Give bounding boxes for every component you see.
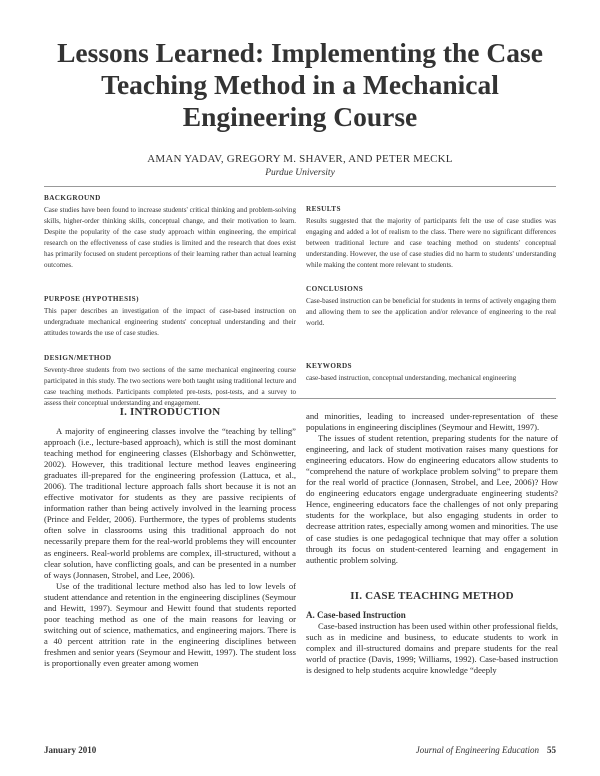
abstract-text: Case studies have been found to increase students' critical thinking and problem-solving skills, higher-order thinking skills, conceptual change, and their motivation to learn. Despite the popularity of the case study approach within engineering, the empirical research on the effectiveness of case studies is limited and the research that does exist has primarily focused on student perceptions of their learning rather than actual learning outcomes. (44, 206, 296, 269)
abstract-background (44, 194, 296, 270)
header-rule (44, 186, 556, 187)
paragraph: The issues of student retention, preparing students for the nature of engineering, and lack of student motivation raises many questions for engineering educators. How do engineering educators allow students to “comprehend the nature of workplace problem solving” to prepare them for the real world of practice (Jonnasen, Strobel, and Lee, 2006)? How do engineering educators engage undergraduate engineering students? Hence, engineering educators face the challenges of not only preparing students for the workplace, but also engaging students in order to decrease attrition rates, especially among women and minorities. The use of case studies is one pedagogical technique that may offer a solution through its focus on student-centered learning and engagement in authentic problem solving. (306, 433, 558, 565)
section-heading: I. INTRODUCTION (119, 406, 221, 418)
affiliation: Purdue University (265, 168, 335, 178)
body-column-left (44, 404, 296, 669)
abstract-text: This paper describes an investigation of the impact of case-based instruction on undergraduate mechanical engineering students' conceptual understanding and their attitudes towards the use of case studies. (44, 307, 296, 337)
abstract-heading: RESULTS (306, 205, 341, 213)
abstract-keywords (306, 362, 556, 384)
abstract-text: Results suggested that the majority of participants felt the use of case studies was engaging and added a lot of realism to the class. There were no significant differences between traditional lecture and case teaching method on students' conceptual understanding. However, the use of case studies did no harm to students' understanding while making the content more relevant to students. (306, 217, 556, 269)
author-list: AMAN YADAV, GREGORY M. SHAVER, AND PETER MECKL (147, 153, 453, 165)
abstract-conclusions (306, 285, 556, 329)
abstract-heading: BACKGROUND (44, 194, 101, 202)
abstract-rule (44, 398, 556, 399)
paper-title: Lessons Learned: Implementing the Case Teaching Method in a Mechanical Engineering Course (57, 37, 543, 132)
page-number: 55 (547, 745, 556, 755)
abstract-purpose (44, 295, 296, 339)
abstract-text: case-based instruction, conceptual understanding, mechanical engineering (306, 374, 517, 382)
paragraph: A majority of engineering classes involve the “teaching by telling” approach (i.e., lecture-based approach), which is still the most dominant teaching method for engineering classes (Elshorbagy and Schönwetter, 2002). However, this traditional lecture method leaves engineering graduates ill-prepared for the engineering profession (Lattuca, et al., 2006). The traditional lecture approach falls short because it is not an effective motivator for students as they are passive recipients of information rather than being actively involved in the learning process (Prince and Felder, 2006). Furthermore, the types of problems students often solve in classrooms using this traditional approach do not necessarily prepare them for the real-world problems they will encounter as engineers. Real-world problems are complex, ill-structured, without a clear solution, have conflicting goals, and can be presented in a number of ways (Jonnasen, Strobel, and Lee, 2006). (44, 426, 296, 580)
abstract-heading: PURPOSE (HYPOTHESIS) (44, 295, 139, 303)
paragraph: and minorities, leading to increased under-representation of these populations in engineering disciplines (Seymour and Hewitt, 1997). (306, 411, 558, 433)
subsection-heading: A. Case-based Instruction (306, 609, 406, 620)
abstract-text: Case-based instruction can be beneficial for students in terms of actively engaging them and allowing them to see the application and/or relevance of engineering to the real world. (306, 297, 556, 327)
footer-journal (416, 745, 556, 755)
footer-date: January 2010 (44, 745, 97, 755)
abstract-left-column (44, 194, 296, 407)
abstract-heading: DESIGN/METHOD (44, 354, 112, 362)
abstract-right-column (306, 194, 556, 394)
abstract-results (306, 205, 556, 271)
abstract-design (44, 354, 296, 409)
abstract-text: Seventy-three students from two sections of the same mechanical engineering course participated in this study. The two sections were both taught using traditional lecture and case teaching methods. Participants completed pre-tests, post-tests, and a survey to assess their conceptual understanding and engagement. (44, 366, 296, 407)
section-heading: II. CASE TEACHING METHOD (350, 589, 514, 602)
abstract-heading: CONCLUSIONS (306, 285, 364, 293)
body-column-right (306, 411, 558, 676)
abstract-heading: KEYWORDS (306, 362, 352, 370)
journal-name: Journal of Engineering Education (415, 745, 539, 755)
paragraph: Use of the traditional lecture method also has led to low levels of student attendance and retention in the engineering disciplines (Seymour and Hewitt, 1997). Seymour and Hewitt found that students reported poor teaching method as one of the main reasons for leaving or switching out of science, mathematics, and engineering majors. There is a 40 percent attrition rate in the engineering disciplines between freshmen and senior years (Seymour and Hewitt, 1997). The student loss is proportionally even greater among women (44, 580, 296, 668)
paragraph: Case-based instruction has been used within other professional fields, such as in medicine and business, to educate students to work in complex and ill-structured domains and prepare students for the real world of practice (Davis, 1999; Williams, 1992). Case-based instruction is designed to help students acquire knowledge “deeply (306, 620, 558, 675)
section-spacer (306, 566, 558, 588)
